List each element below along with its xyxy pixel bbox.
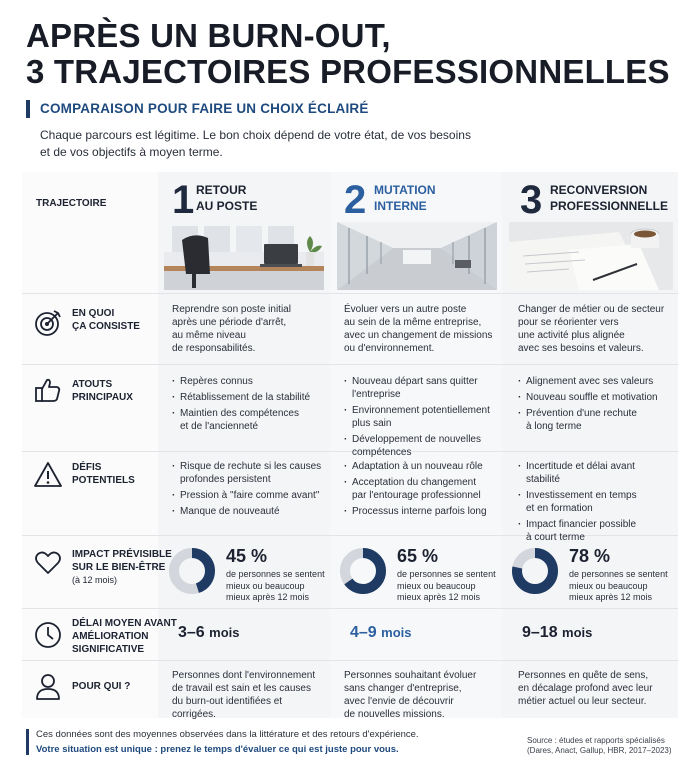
cell-defis-col3: [518, 460, 676, 547]
cell-en-quoi-col2: [344, 303, 499, 355]
bullet-item: · Manque de nouveauté: [172, 505, 328, 518]
corner-label: TRAJECTOIRE: [36, 198, 107, 209]
cell-pour-qui-col2: [344, 669, 500, 721]
row-label-note: (à 12 mois): [72, 575, 118, 585]
title-line-1: APRÈS UN BURN-OUT,: [26, 17, 391, 54]
cell-line: Changer de métier ou de secteur: [518, 304, 665, 315]
cell-line: de travail est sain et les causes: [172, 683, 311, 694]
bullet-item: · Adaptation à un nouveau rôle: [344, 460, 500, 473]
column-2-title-line-1: MUTATION: [374, 183, 436, 197]
cell-line: au sein de la même entreprise,: [344, 317, 482, 328]
row-divider: [22, 293, 678, 294]
bullet-item: · Risque de rechute si les causes profondes persistent: [172, 460, 328, 486]
bullet-item: · Repères connus: [172, 375, 324, 388]
wellbeing-donut-col2: [339, 547, 387, 595]
row-divider: [22, 608, 678, 609]
delay-unit: mois: [381, 625, 412, 640]
bullet-item: · Environnement potentiellement plus sain: [344, 404, 500, 430]
intro-line-2: et de vos objectifs à moyen terme.: [40, 145, 223, 159]
office-desk-photo: [164, 222, 324, 290]
row-label-line: DÉLAI MOYEN AVANT: [72, 618, 177, 629]
bullet-item: · Nouveau souffle et motivation: [518, 391, 676, 404]
source-line-1: Source : études et rapports spécialisés: [527, 736, 665, 745]
cell-defis-col2: [344, 460, 500, 521]
bullet-item: · Développement de nouvelles compétences: [344, 433, 500, 459]
cell-line: au même niveau: [172, 330, 246, 341]
wellbeing-percent-col2: 65 %: [397, 546, 439, 566]
delay-col3: [522, 624, 592, 642]
row-label-line: SIGNIFICATIVE: [72, 644, 145, 655]
column-2-title: [374, 182, 436, 214]
heart-icon: [34, 549, 62, 577]
cell-line: avec un changement de missions: [344, 330, 493, 341]
warning-icon: [34, 461, 62, 489]
desc-line: mieux ou beaucoup: [569, 580, 648, 591]
thumbs-up-icon: [34, 376, 62, 404]
bullet-item: · Processus interne parfois long: [344, 505, 500, 518]
desc-line: mieux après 12 mois: [397, 592, 481, 602]
cell-atouts-col1: [172, 375, 324, 436]
wellbeing-donut-col1: [168, 547, 216, 595]
delay-unit: mois: [209, 625, 240, 640]
column-2-title-line-2: INTERNE: [374, 199, 427, 213]
row-label-line: DÉFIS: [72, 462, 102, 473]
row-label-line: EN QUOI: [72, 308, 115, 319]
bullet-item: · Impact financier possible à court terme: [518, 518, 676, 544]
row-label-en-quoi: [72, 307, 140, 333]
row-label-pour-qui: POUR QUI ?: [72, 681, 131, 692]
cell-line: de nouvelles missions.: [344, 709, 445, 720]
delay-range: 3–6: [178, 624, 205, 641]
column-1-title-line-1: RETOUR: [196, 183, 247, 197]
wellbeing-percent-col3: 78 %: [569, 546, 611, 566]
column-1-title-line-2: AU POSTE: [196, 199, 258, 213]
subtitle-accent-bar: [26, 100, 30, 118]
row-label-line: IMPACT PRÉVISIBLE: [72, 549, 172, 560]
cell-line: une activité plus alignée: [518, 330, 625, 341]
desc-line: de personnes se sentent: [226, 569, 325, 579]
row-divider: [22, 660, 678, 661]
desc-line: de personnes se sentent: [569, 569, 668, 579]
cell-en-quoi-col1: [172, 303, 322, 355]
row-label-line: AMÉLIORATION: [72, 631, 149, 642]
footer-note: Ces données sont des moyennes observées dans la littérature et des retours d'expérience.: [36, 729, 419, 740]
cell-en-quoi-col3: [518, 303, 676, 355]
cell-line: en décalage profond avec leur: [518, 683, 653, 694]
row-label-line: SUR LE BIEN-ÊTRE: [72, 562, 166, 573]
wellbeing-donut-col3: [511, 547, 559, 595]
row-label-defis: [72, 461, 135, 487]
cell-line: avec l'envie de découvrir: [344, 696, 454, 707]
bullet-item: · Pression à "faire comme avant": [172, 489, 328, 502]
cell-line: Reprendre son poste initial: [172, 304, 291, 315]
desc-line: de personnes se sentent: [397, 569, 496, 579]
cell-line: après une période d'arrêt,: [172, 317, 287, 328]
office-corridor-photo: [337, 222, 497, 290]
desc-line: mieux ou beaucoup: [397, 580, 476, 591]
wellbeing-desc-col2: [397, 569, 496, 604]
clock-icon: [34, 621, 62, 649]
delay-range: 4–9: [350, 624, 377, 641]
wellbeing-percent-col1: 45 %: [226, 546, 268, 566]
footer-accent-bar: [26, 729, 29, 755]
cell-line: sans changer d'entreprise,: [344, 683, 462, 694]
column-1-number: 1: [172, 178, 195, 222]
cell-pour-qui-col3: [518, 669, 676, 708]
bullet-item: · Rétablissement de la stabilité: [172, 391, 324, 404]
subtitle: COMPARAISON POUR FAIRE UN CHOIX ÉCLAIRÉ: [40, 101, 369, 116]
target-icon: [34, 309, 62, 337]
bullet-item: · Acceptation du changement par l'entourage professionnel: [344, 476, 500, 502]
page-title: [26, 18, 686, 90]
source-line-2: (Dares, Anact, Gallup, HBR, 2017–2023): [527, 746, 672, 755]
column-3-title: [550, 182, 668, 214]
row-label-delai: [72, 617, 177, 656]
row-label-line: ÇA CONSISTE: [72, 321, 140, 332]
cell-line: de responsabilités.: [172, 343, 256, 354]
delay-col1: [178, 624, 240, 642]
column-1-title: [196, 182, 257, 214]
row-label-line: ATOUTS: [72, 379, 113, 390]
cell-line: avec ses besoins et valeurs.: [518, 343, 644, 354]
cell-line: pour se réorienter vers: [518, 317, 619, 328]
cell-line: Personnes souhaitant évoluer: [344, 670, 477, 681]
column-3-title-line-2: PROFESSIONNELLE: [550, 199, 669, 213]
bullet-item: · Prévention d'une rechute à long terme: [518, 407, 676, 433]
cell-line: Évoluer vers un autre poste: [344, 304, 467, 315]
cell-line: du burn-out identifiées et corrigées.: [172, 696, 283, 720]
desc-line: mieux ou beaucoup: [226, 580, 305, 591]
delay-unit: mois: [562, 625, 593, 640]
column-2-number: 2: [344, 178, 367, 222]
desc-line: mieux après 12 mois: [569, 592, 653, 602]
cell-line: Personnes dont l'environnement: [172, 670, 316, 681]
bullet-item: · Investissement en temps et en formation: [518, 489, 676, 515]
bullet-item: · Maintien des compétences et de l'ancienneté: [172, 407, 324, 433]
cell-line: métier actuel ou leur secteur.: [518, 696, 647, 707]
delay-col2: [350, 624, 412, 642]
cell-line: ou d'environnement.: [344, 343, 435, 354]
row-label-impact: [72, 548, 172, 587]
person-icon: [34, 673, 62, 701]
intro-text: [40, 127, 600, 161]
desc-line: mieux après 12 mois: [226, 592, 310, 602]
title-line-2: 3 TRAJECTOIRES PROFESSIONNELLES: [26, 53, 670, 90]
row-label-line: PRINCIPAUX: [72, 392, 133, 403]
row-label-line: POTENTIELS: [72, 475, 135, 486]
cell-line: Personnes en quête de sens,: [518, 670, 649, 681]
row-divider: [22, 364, 678, 365]
bullet-item: · Alignement avec ses valeurs: [518, 375, 676, 388]
cell-pour-qui-col1: [172, 669, 326, 721]
wellbeing-desc-col1: [226, 569, 325, 604]
cell-atouts-col3: [518, 375, 676, 436]
notebook-coffee-photo: [509, 222, 673, 290]
footer-callout: Votre situation est unique : prenez le temps d'évaluer ce qui est juste pour vous.: [36, 744, 399, 755]
cell-defis-col1: [172, 460, 328, 521]
row-label-atouts: [72, 378, 133, 404]
delay-range: 9–18: [522, 624, 558, 641]
column-3-number: 3: [520, 178, 543, 222]
wellbeing-desc-col3: [569, 569, 668, 604]
column-3-title-line-1: RECONVERSION: [550, 183, 648, 197]
cell-atouts-col2: [344, 375, 500, 462]
intro-line-1: Chaque parcours est légitime. Le bon choix dépend de votre état, de vos besoins: [40, 128, 471, 142]
bullet-item: · Incertitude et délai avant stabilité: [518, 460, 676, 486]
bullet-item: · Nouveau départ sans quitter l'entreprise: [344, 375, 500, 401]
